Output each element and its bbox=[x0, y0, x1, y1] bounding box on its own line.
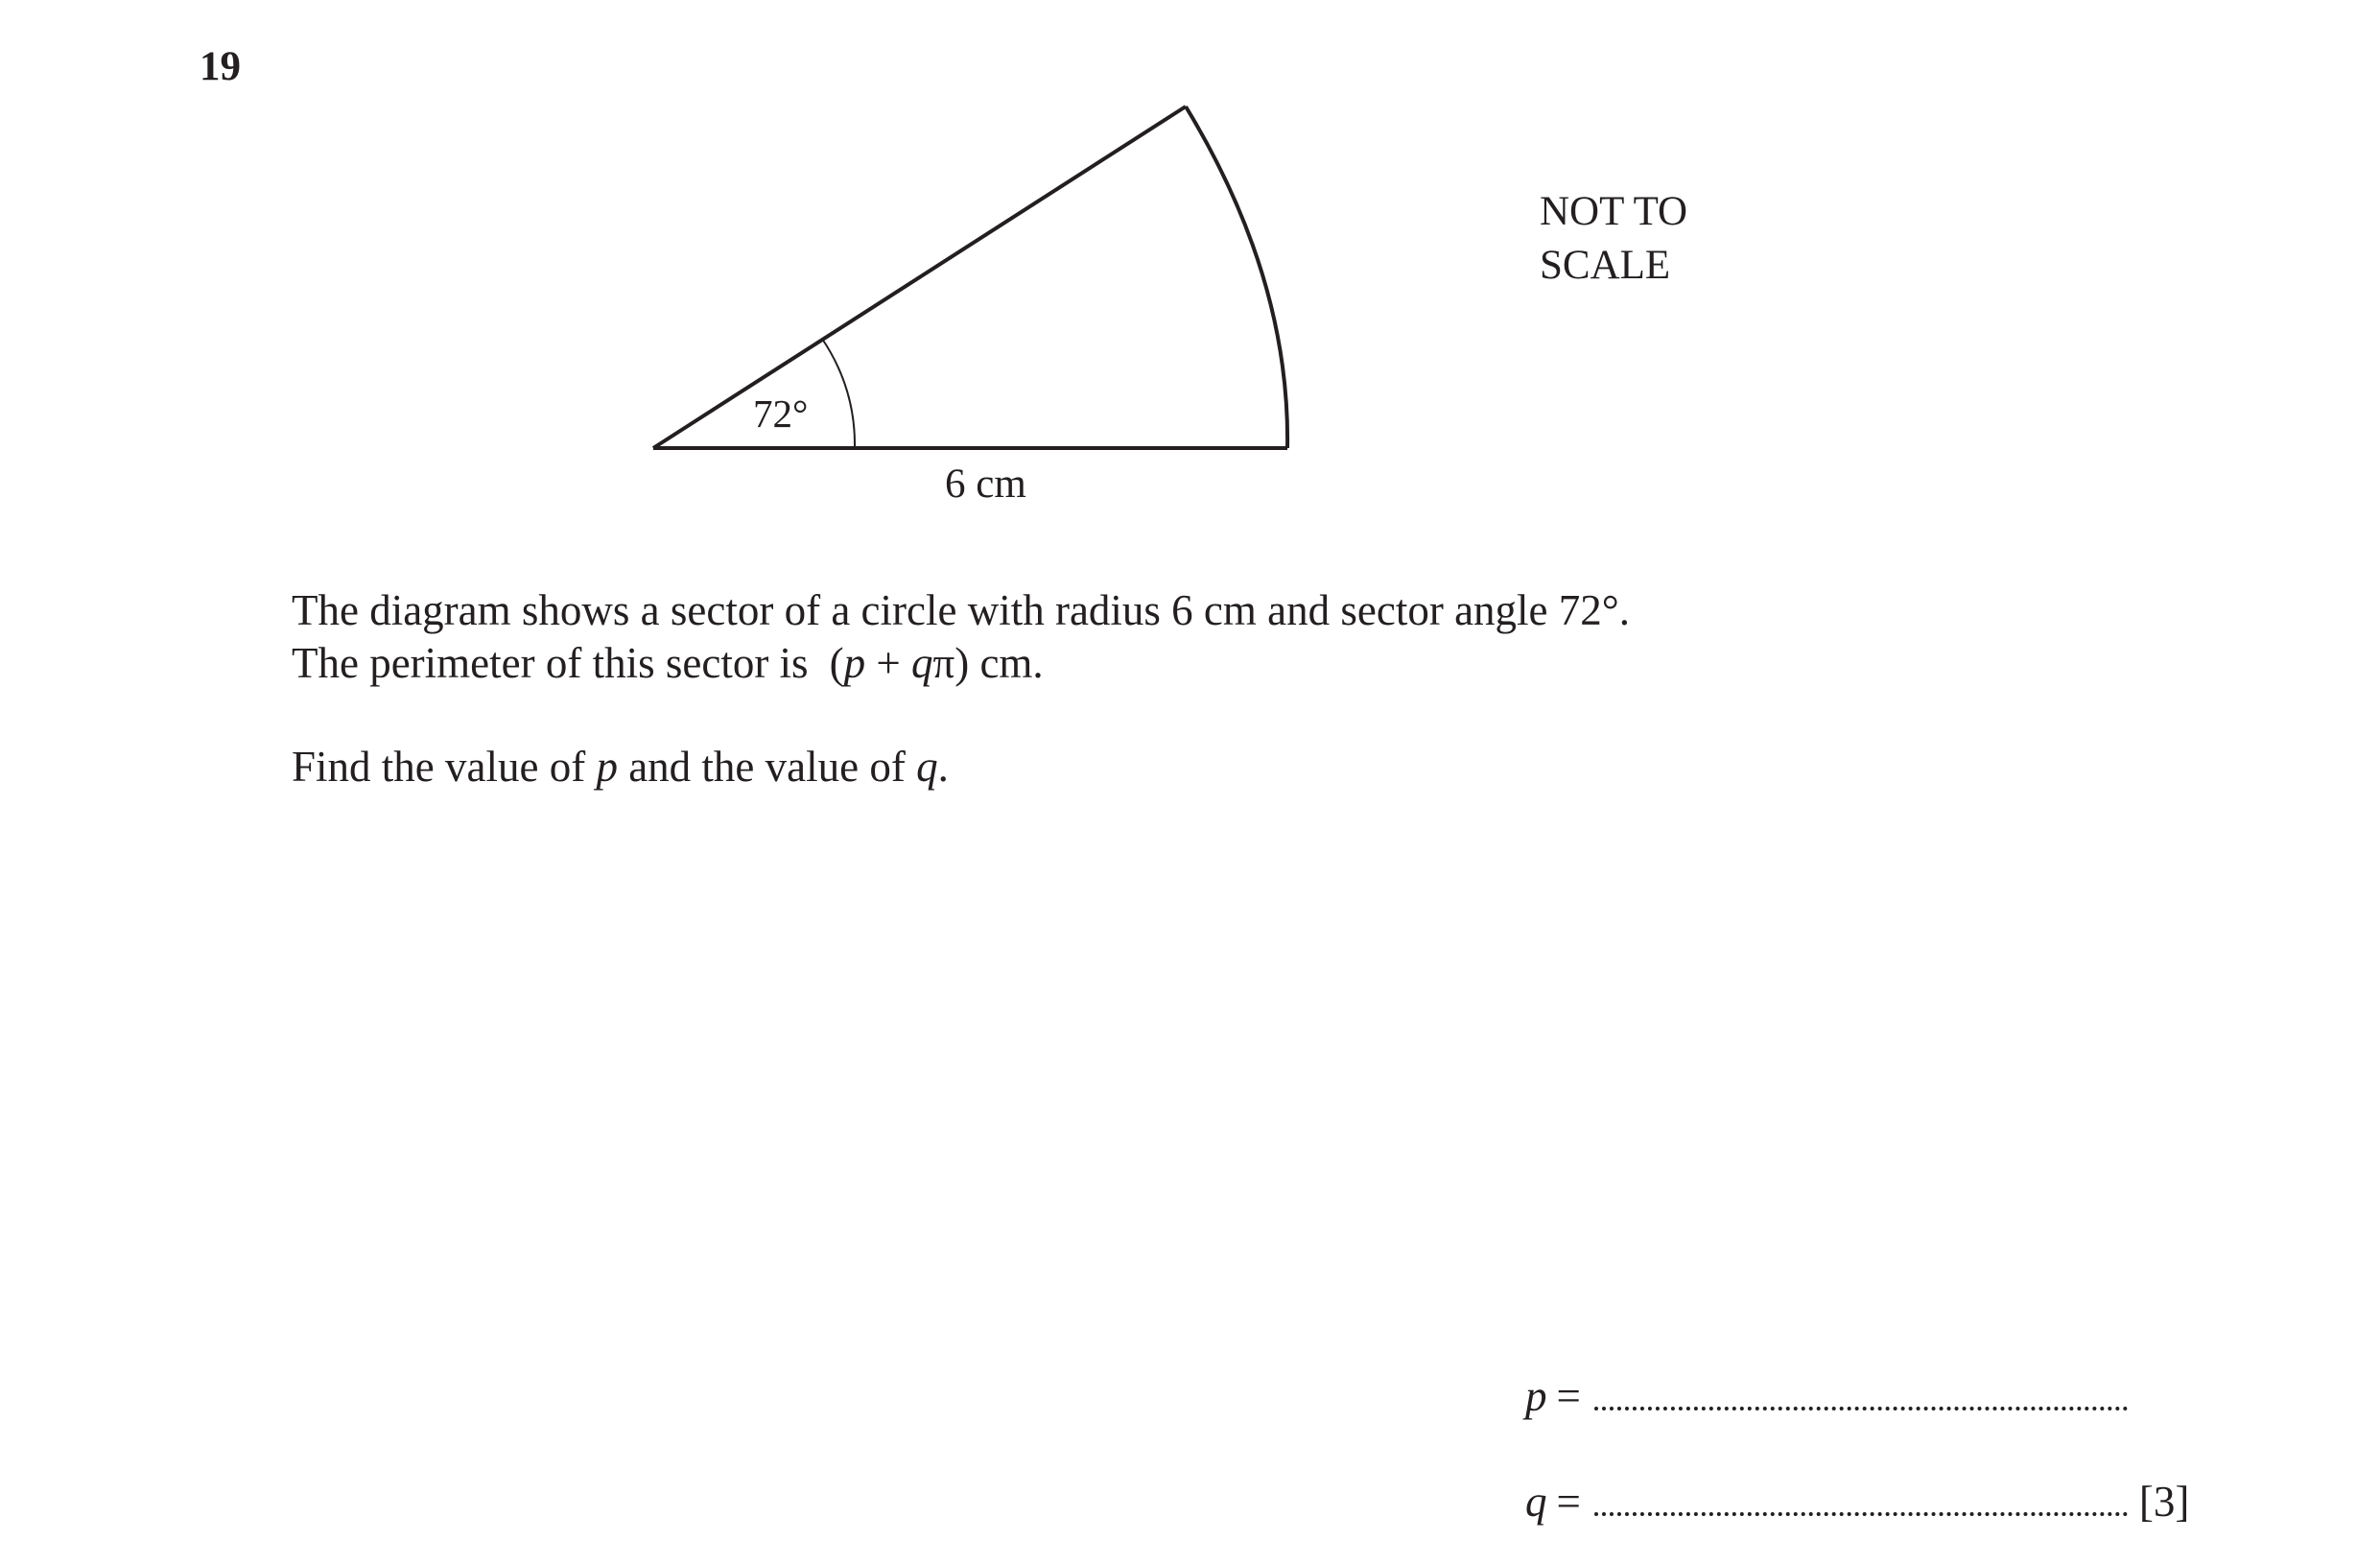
perimeter-expression: (p + qπ) bbox=[829, 639, 970, 687]
radius-label: 6 cm bbox=[945, 462, 1026, 507]
answer-label-p: p bbox=[1525, 1372, 1547, 1420]
answer-line-q: q = [3] bbox=[1525, 1478, 2190, 1526]
marks-label: [3] bbox=[2138, 1478, 2190, 1526]
not-to-scale-line1: NOT TO bbox=[1540, 189, 1688, 234]
answer-label-q: q bbox=[1525, 1478, 1547, 1526]
not-to-scale-line2: SCALE bbox=[1540, 243, 1671, 288]
sector-slant-radius bbox=[653, 107, 1186, 448]
perimeter-unit: cm. bbox=[969, 639, 1044, 687]
angle-label: 72° bbox=[753, 391, 809, 436]
not-to-scale-note bbox=[1540, 185, 1687, 293]
answer-line-p: p = bbox=[1525, 1375, 2128, 1418]
sector-diagram bbox=[0, 0, 2380, 537]
question-text-line2 bbox=[292, 639, 1044, 687]
answer-field-p[interactable] bbox=[1594, 1405, 2128, 1410]
question-number: 19 bbox=[200, 44, 241, 89]
perimeter-intro: The perimeter of this sector is bbox=[292, 639, 809, 687]
question-text-line1: The diagram shows a sector of a circle with radius 6 cm and sector angle 72°. bbox=[292, 586, 1631, 634]
question-instruction: Find the value of p and the value of q. bbox=[292, 743, 949, 791]
sector-arc bbox=[1186, 107, 1287, 448]
angle-marker-arc bbox=[822, 339, 855, 448]
answer-field-q[interactable] bbox=[1594, 1510, 2128, 1516]
